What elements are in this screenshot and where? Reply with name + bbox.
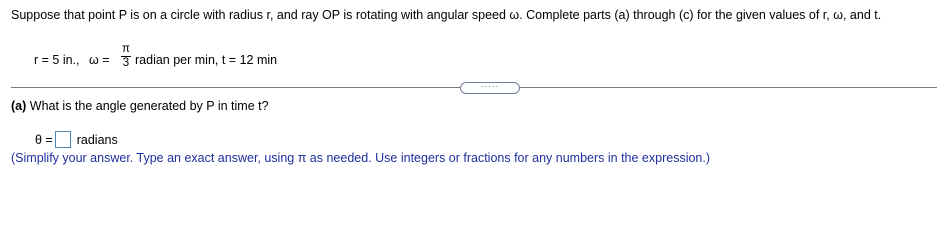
part-a-label: (a) [11, 99, 27, 113]
omega-denominator: 3 [122, 57, 130, 69]
answer-hint: (Simplify your answer. Type an exact answer, using π as needed. Use integers or fractions for any numbers in the expression.) [11, 151, 711, 165]
given-radius: r = 5 in., [34, 53, 80, 67]
angle-answer-input[interactable] [55, 131, 71, 148]
omega-fraction [121, 44, 131, 69]
units-label: radians [76, 132, 118, 147]
omega-numerator: π [122, 43, 130, 55]
given-omega-label: ω = [89, 53, 110, 67]
expand-question-button[interactable]: ····· [460, 82, 520, 94]
answer-row [35, 131, 118, 148]
part-a-prompt [11, 99, 269, 113]
part-a-question: What is the angle generated by P in time t? [29, 99, 269, 113]
question-intro: Suppose that point P is on a circle with radius r, and ray OP is rotating with angular speed ω. Complete parts (a) through (c) for the given values of r, ω, and t. [11, 8, 882, 22]
given-omega-units-and-time: radian per min, t = 12 min [135, 53, 278, 67]
theta-label: θ = [35, 132, 53, 147]
